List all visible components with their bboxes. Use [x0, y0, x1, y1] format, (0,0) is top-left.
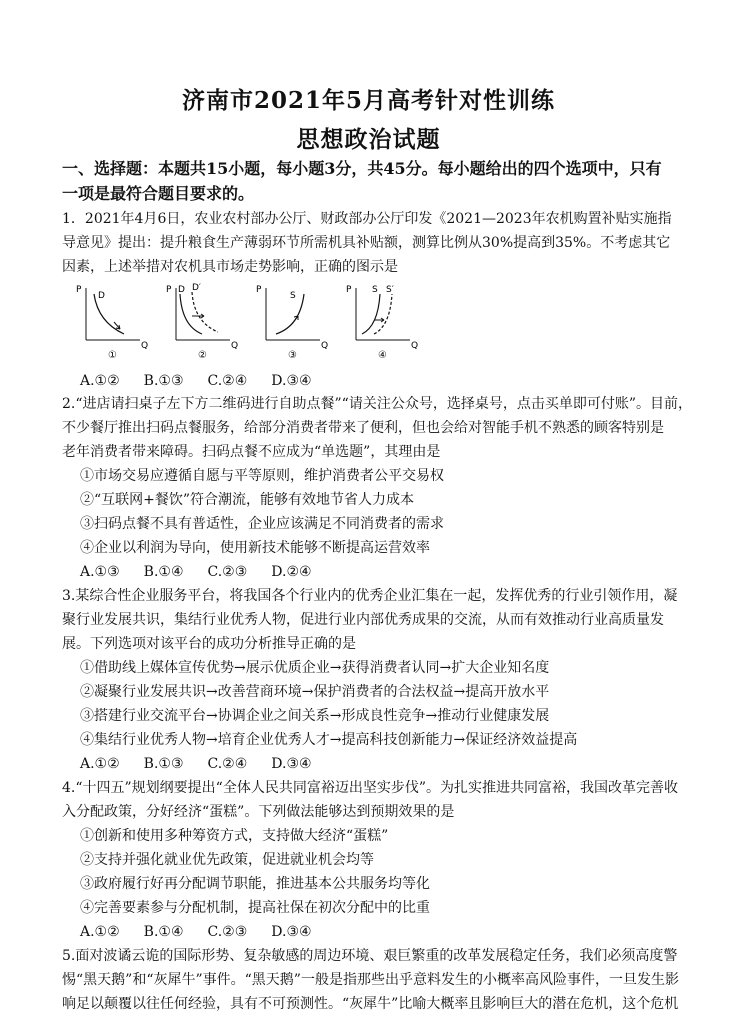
q1-stem-line: 1．2021年4月6日，农业农村部办公厅、财政部办公厅印发《2021—2023年农机购置补贴实施指	[62, 211, 672, 227]
q3-option: ①借助线上媒体宣传优势→展示优质企业→获得消费者认同→扩大企业知名度	[80, 660, 550, 676]
q5-stem-line: 5.面对波谲云诡的国际形势、复杂敏感的周边环境、艰巨繁重的改革发展稳定任务，我们必须高度警	[62, 948, 678, 964]
q4-stem-line: 入分配政策，分好经济“蛋糕”。下列做法能够达到预期效果的是	[62, 804, 455, 820]
answer-c[interactable]: C.②③	[207, 564, 248, 580]
q4-option: ④完善要素参与分配机制，提高社保在初次分配中的比重	[80, 900, 430, 916]
graph-3	[254, 282, 329, 364]
q3-stem-line: 展。下列选项对该平台的成功分析推导正确的是	[62, 636, 356, 652]
q4-option: ①创新和使用多种筹资方式，支持做大经济“蛋糕”	[80, 828, 389, 844]
exam-title: 济南市2021年5月高考针对性训练	[181, 87, 556, 114]
q5-stem-line: 惕“黑天鹅”和“灰犀牛”事件。“黑天鹅”一般是指那些出乎意料发生的小概率高风险事件，一旦发生影	[62, 972, 679, 988]
graph-4	[344, 282, 419, 364]
q-axis-label: Q	[231, 341, 239, 351]
q-axis-label: Q	[321, 341, 329, 351]
graph-number: ④	[378, 350, 387, 361]
q2-stem-line: 老年消费者带来障碍。扫码点餐不应成为“单选题”，其理由是	[62, 444, 441, 460]
answer-c[interactable]: C.②④	[207, 373, 248, 389]
q4-stem-line: 4.“十四五”规划纲要提出“全体人民共同富裕迈出坚实步伐”。为扎实推进共同富裕，我国改革完善收	[62, 780, 678, 796]
answer-a[interactable]: A.①②	[80, 924, 120, 940]
demand-curve-shifted	[192, 292, 218, 332]
supply-curve	[362, 294, 380, 334]
q3-stem-line: 3.某综合性企业服务平台，将我国各个行业内的优秀企业汇集在一起，发挥优秀的行业引领作用，凝	[62, 588, 678, 604]
answer-b[interactable]: B.①③	[143, 756, 184, 772]
graph-2	[164, 282, 239, 364]
answer-a[interactable]: A.①②	[80, 756, 120, 772]
q2-stem-line: 不少餐厅推出扫码点餐服务，给部分消费者带来了便利，但也会给对智能手机不熟悉的顾客特别是	[62, 420, 664, 436]
q2-option: ①市场交易应遵循自愿与平等原则，维护消费者公平交易权	[80, 468, 444, 484]
p-axis-label: P	[346, 285, 352, 295]
q3-option: ③搭建行业交流平台→协调企业之间关系→形成良性竞争→推动行业健康发展	[80, 708, 550, 724]
q4-option: ③政府履行好再分配调节职能，推进基本公共服务均等化	[80, 876, 430, 892]
answer-b[interactable]: B.①④	[143, 564, 184, 580]
q-axis-label: Q	[141, 341, 149, 351]
q3-option: ②凝聚行业发展共识→改善营商环境→保护消费者的合法权益→提高开放水平	[80, 684, 550, 700]
q2-option: ②“互联网+餐饮”符合潮流，能够有效地节省人力成本	[80, 492, 415, 508]
q1-graphs	[74, 282, 419, 364]
answer-c[interactable]: C.②③	[207, 924, 248, 940]
answer-d[interactable]: D.③④	[271, 756, 312, 772]
section-heading-cont: 一项是最符合题目要求的。	[62, 184, 255, 203]
q2-option: ③扫码点餐不具有普适性，企业应该满足不同消费者的需求	[80, 516, 444, 532]
q4-answers	[80, 923, 336, 941]
answer-b[interactable]: B.①④	[143, 924, 184, 940]
answer-b[interactable]: B.①③	[143, 373, 184, 389]
answer-d[interactable]: D.②④	[271, 564, 312, 580]
q-axis-label: Q	[411, 341, 419, 351]
q2-stem-line: 2.“进店请扫桌子左下方二维码进行自助点餐”“请关注公众号，选择桌号，点击买单即可付账”。目前，	[62, 396, 692, 412]
answer-a[interactable]: A.①③	[80, 564, 120, 580]
q3-option: ④集结行业优秀人物→培育企业优秀人才→提高科技创新能力→保证经济效益提高	[80, 732, 578, 748]
q3-answers	[80, 755, 336, 773]
answer-d[interactable]: D.③④	[271, 924, 312, 940]
curve-label-shifted: D′	[192, 283, 201, 293]
graph-number: ③	[288, 350, 297, 361]
curve-label-shifted: S′	[386, 285, 394, 295]
exam-subtitle: 思想政治试题	[296, 126, 441, 153]
curve-label: D	[178, 285, 185, 295]
curve-label: S	[372, 285, 378, 295]
graph-number: ①	[108, 350, 117, 361]
p-axis-label: P	[256, 285, 262, 295]
q5-stem-line: 响足以颠覆以往任何经验，具有不可预测性。“灰犀牛”比喻大概率且影响巨大的潜在危机，这个危机	[62, 996, 679, 1012]
p-axis-label: P	[76, 285, 82, 295]
q1-stem-line: 因素，上述举措对农机具市场走势影响，正确的图示是	[62, 259, 398, 275]
answer-a[interactable]: A.①②	[80, 373, 120, 389]
graph-number: ②	[198, 350, 207, 361]
section-heading: 一、选择题：本题共15小题，每小题3分，共45分。每小题给出的四个选项中，只有	[62, 159, 662, 178]
curve-label: S	[290, 291, 296, 301]
q2-option: ④企业以利润为导向，使用新技术能够不断提高运营效率	[80, 540, 430, 556]
q4-option: ②支持并强化就业优先政策，促进就业机会均等	[80, 852, 374, 868]
q1-answers	[80, 372, 336, 390]
q3-stem-line: 聚行业发展共识，集结行业优秀人物，促进行业内部优秀成果的交流，从而有效推动行业高质量发	[62, 612, 664, 628]
answer-c[interactable]: C.②④	[207, 756, 248, 772]
p-axis-label: P	[166, 285, 172, 295]
demand-curve	[180, 294, 202, 334]
q1-stem-line: 导意见》提出：提升粮食生产薄弱环节所需机具补贴额，测算比例从30%提高到35%。不考虑其它	[62, 235, 671, 251]
q2-answers	[80, 563, 336, 581]
curve-label: D	[98, 291, 105, 301]
graph-1	[74, 282, 149, 364]
answer-d[interactable]: D.③④	[271, 373, 312, 389]
